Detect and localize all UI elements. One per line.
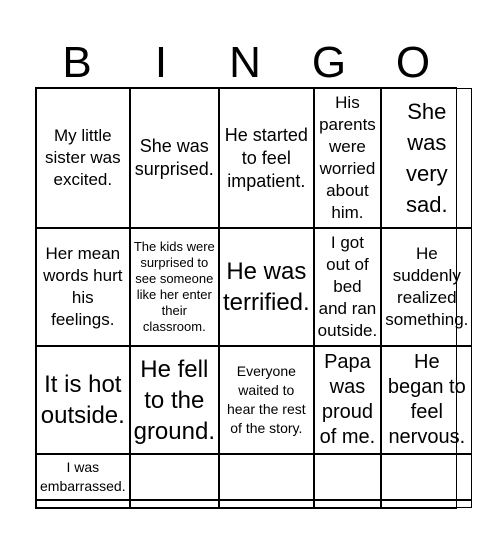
- bingo-cell[interactable]: [381, 500, 472, 508]
- bingo-cell[interactable]: [381, 454, 472, 500]
- cell-text: He fell to the ground.: [133, 355, 215, 445]
- header-letter-n: N: [229, 38, 261, 87]
- cell-text: My little sister was excited.: [45, 126, 121, 189]
- cell-text: I got out of bed and ran outside.: [317, 233, 378, 340]
- cell-text: Everyone waited to hear the rest of the story.: [227, 363, 306, 436]
- bingo-cell[interactable]: [36, 500, 130, 508]
- bingo-cell[interactable]: [219, 346, 314, 454]
- bingo-cell[interactable]: [130, 454, 219, 500]
- bingo-cell[interactable]: [314, 346, 382, 454]
- cell-text: Papa was proud of me.: [319, 351, 376, 448]
- cell-text: He suddenly realized something.: [385, 244, 469, 329]
- bingo-cell[interactable]: [130, 346, 219, 454]
- header-letter-g: G: [311, 38, 347, 87]
- cell-text: He began to feel nervous.: [387, 351, 466, 448]
- bingo-cell[interactable]: [314, 500, 382, 508]
- bingo-cell[interactable]: [381, 228, 472, 346]
- cell-text: She was surprised.: [134, 136, 214, 179]
- bingo-board: [35, 87, 469, 509]
- bingo-cell[interactable]: [130, 88, 219, 228]
- bingo-cell[interactable]: [219, 454, 314, 500]
- cell-text: She was very sad.: [406, 99, 448, 217]
- bingo-cell[interactable]: [314, 228, 382, 346]
- header-letter-b: B: [62, 38, 92, 87]
- bingo-cell[interactable]: [219, 228, 314, 346]
- cell-text: I was embarrassed.: [40, 459, 126, 494]
- header-letter-o: O: [395, 38, 431, 87]
- bingo-cell[interactable]: [314, 88, 382, 228]
- bingo-cell[interactable]: [381, 88, 472, 228]
- bingo-cell[interactable]: [381, 346, 472, 454]
- bingo-cell[interactable]: [130, 228, 219, 346]
- bingo-cell[interactable]: [219, 500, 314, 508]
- bingo-cell[interactable]: [36, 454, 130, 500]
- cell-text: His parents were worried about him.: [319, 93, 376, 222]
- bingo-cell[interactable]: [219, 88, 314, 228]
- cell-text: He was terrified.: [222, 258, 310, 316]
- bingo-cell[interactable]: [130, 500, 219, 508]
- header-letter-i: I: [154, 38, 168, 87]
- cell-text: He started to feel impatient.: [224, 124, 308, 191]
- bingo-cell[interactable]: [314, 454, 382, 500]
- cell-text: It is hot outside.: [40, 371, 125, 429]
- cell-text: Her mean words hurt his feelings.: [43, 244, 123, 329]
- bingo-cell[interactable]: [36, 346, 130, 454]
- bingo-header: [35, 38, 457, 88]
- cell-text: The kids were surprised to see someone like her enter their classroom.: [133, 239, 215, 334]
- bingo-cell[interactable]: [36, 88, 130, 228]
- bingo-cell[interactable]: [36, 228, 130, 346]
